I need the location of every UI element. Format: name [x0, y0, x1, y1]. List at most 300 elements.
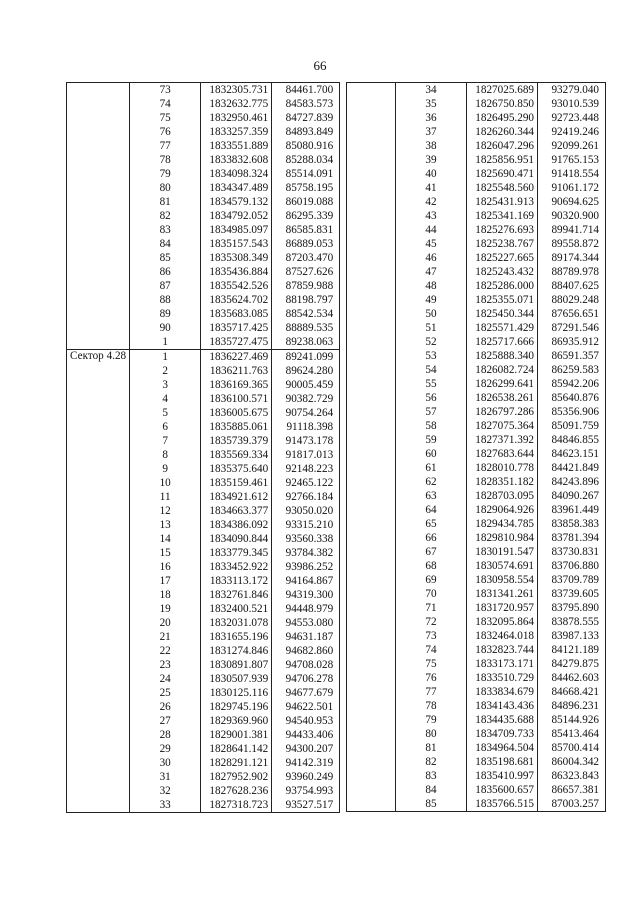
sector-cell [67, 686, 130, 700]
sector-cell [67, 518, 130, 532]
x-coordinate-cell: 1834386.092 [201, 518, 272, 532]
x-coordinate-cell: 1825450.344 [467, 307, 538, 321]
point-number-cell: 76 [130, 125, 201, 139]
y-coordinate-cell: 93279.040 [538, 83, 606, 98]
y-coordinate-cell: 94164.867 [272, 574, 340, 588]
x-coordinate-cell: 1830891.807 [201, 658, 272, 672]
sector-cell [347, 97, 396, 111]
x-coordinate-cell: 1831720.957 [467, 601, 538, 615]
point-number-cell: 20 [130, 616, 201, 630]
table-row [347, 433, 606, 447]
y-coordinate-cell: 84896.231 [538, 699, 606, 713]
table-row [67, 125, 340, 139]
point-number-cell: 19 [130, 602, 201, 616]
x-coordinate-cell: 1825355.071 [467, 293, 538, 307]
y-coordinate-cell: 84121.189 [538, 643, 606, 657]
y-coordinate-cell: 94622.501 [272, 700, 340, 714]
y-coordinate-cell: 91061.172 [538, 181, 606, 195]
sector-cell [67, 251, 130, 265]
point-number-cell: 80 [130, 181, 201, 195]
x-coordinate-cell: 1832464.018 [467, 629, 538, 643]
sector-cell [67, 153, 130, 167]
x-coordinate-cell: 1832095.864 [467, 615, 538, 629]
x-coordinate-cell: 1832761.846 [201, 588, 272, 602]
x-coordinate-cell: 1835766.515 [467, 797, 538, 812]
point-number-cell: 33 [130, 798, 201, 813]
x-coordinate-cell: 1826797.286 [467, 405, 538, 419]
x-coordinate-cell: 1834579.132 [201, 195, 272, 209]
sector-cell [67, 111, 130, 125]
y-coordinate-cell: 86591.357 [538, 349, 606, 363]
y-coordinate-cell: 85942.206 [538, 377, 606, 391]
sector-cell [347, 209, 396, 223]
point-number-cell: 34 [396, 83, 467, 98]
table-row [347, 293, 606, 307]
point-number-cell: 2 [130, 364, 201, 378]
table-row [67, 532, 340, 546]
point-number-cell: 64 [396, 503, 467, 517]
y-coordinate-cell: 84090.267 [538, 489, 606, 503]
table-row [347, 517, 606, 531]
x-coordinate-cell: 1834964.504 [467, 741, 538, 755]
x-coordinate-cell: 1825286.000 [467, 279, 538, 293]
table-row [67, 798, 340, 813]
table-row [347, 139, 606, 153]
table-row [347, 573, 606, 587]
y-coordinate-cell: 93315.210 [272, 518, 340, 532]
x-coordinate-cell: 1825888.340 [467, 349, 538, 363]
y-coordinate-cell: 84279.875 [538, 657, 606, 671]
table-row [67, 602, 340, 616]
x-coordinate-cell: 1835885.061 [201, 420, 272, 434]
x-coordinate-cell: 1835410.997 [467, 769, 538, 783]
sector-cell [347, 447, 396, 461]
table-row [347, 279, 606, 293]
point-number-cell: 69 [396, 573, 467, 587]
table-row [67, 560, 340, 574]
y-coordinate-cell: 88542.534 [272, 307, 340, 321]
point-number-cell: 78 [130, 153, 201, 167]
y-coordinate-cell: 83781.394 [538, 531, 606, 545]
table-row [347, 251, 606, 265]
table-row [347, 629, 606, 643]
y-coordinate-cell: 85640.876 [538, 391, 606, 405]
point-number-cell: 86 [130, 265, 201, 279]
sector-cell [347, 293, 396, 307]
point-number-cell: 68 [396, 559, 467, 573]
sector-cell [67, 293, 130, 307]
point-number-cell: 41 [396, 181, 467, 195]
sector-cell [347, 139, 396, 153]
sector-cell [347, 727, 396, 741]
x-coordinate-cell: 1826495.290 [467, 111, 538, 125]
x-coordinate-cell: 1827683.644 [467, 447, 538, 461]
table-row [347, 461, 606, 475]
table-row [347, 531, 606, 545]
table-row [67, 658, 340, 672]
table-row [347, 97, 606, 111]
sector-cell [67, 574, 130, 588]
point-number-cell: 73 [130, 83, 201, 98]
y-coordinate-cell: 91418.554 [538, 167, 606, 181]
y-coordinate-cell: 84421.849 [538, 461, 606, 475]
table-row [67, 195, 340, 209]
coordinates-table-left [66, 82, 340, 813]
sector-cell [347, 195, 396, 209]
point-number-cell: 79 [130, 167, 201, 181]
y-coordinate-cell: 84846.855 [538, 433, 606, 447]
point-number-cell: 83 [130, 223, 201, 237]
table-row [347, 587, 606, 601]
x-coordinate-cell: 1827952.902 [201, 770, 272, 784]
table-row [67, 406, 340, 420]
point-number-cell: 83 [396, 769, 467, 783]
y-coordinate-cell: 89558.872 [538, 237, 606, 251]
x-coordinate-cell: 1833779.345 [201, 546, 272, 560]
y-coordinate-cell: 83739.605 [538, 587, 606, 601]
point-number-cell: 90 [130, 321, 201, 335]
y-coordinate-cell: 94433.406 [272, 728, 340, 742]
table-row [67, 307, 340, 321]
point-number-cell: 50 [396, 307, 467, 321]
table-row [347, 545, 606, 559]
sector-cell [347, 559, 396, 573]
sector-cell [67, 209, 130, 223]
point-number-cell: 87 [130, 279, 201, 293]
table-row [347, 167, 606, 181]
table-row [67, 434, 340, 448]
table-row [67, 153, 340, 167]
x-coordinate-cell: 1825276.693 [467, 223, 538, 237]
point-number-cell: 60 [396, 447, 467, 461]
y-coordinate-cell: 83709.789 [538, 573, 606, 587]
sector-cell [347, 671, 396, 685]
table-row [347, 349, 606, 363]
y-coordinate-cell: 88029.248 [538, 293, 606, 307]
table-row [67, 111, 340, 125]
table-row [67, 293, 340, 307]
sector-cell [67, 714, 130, 728]
sector-cell [347, 629, 396, 643]
x-coordinate-cell: 1835375.640 [201, 462, 272, 476]
sector-cell [347, 797, 396, 812]
sector-cell [67, 602, 130, 616]
y-coordinate-cell: 94708.028 [272, 658, 340, 672]
y-coordinate-cell: 83878.555 [538, 615, 606, 629]
x-coordinate-cell: 1833452.922 [201, 560, 272, 574]
x-coordinate-cell: 1835683.085 [201, 307, 272, 321]
y-coordinate-cell: 86323.843 [538, 769, 606, 783]
x-coordinate-cell: 1830125.116 [201, 686, 272, 700]
y-coordinate-cell: 84893.849 [272, 125, 340, 139]
sector-cell [347, 265, 396, 279]
point-number-cell: 24 [130, 672, 201, 686]
y-coordinate-cell: 83961.449 [538, 503, 606, 517]
point-number-cell: 89 [130, 307, 201, 321]
point-number-cell: 74 [130, 97, 201, 111]
point-number-cell: 82 [130, 209, 201, 223]
x-coordinate-cell: 1835569.334 [201, 448, 272, 462]
sector-cell [347, 545, 396, 559]
x-coordinate-cell: 1832823.744 [467, 643, 538, 657]
sector-cell [67, 700, 130, 714]
y-coordinate-cell: 88789.978 [538, 265, 606, 279]
sector-cell [67, 560, 130, 574]
x-coordinate-cell: 1825243.432 [467, 265, 538, 279]
sector-cell [347, 657, 396, 671]
y-coordinate-cell: 90005.459 [272, 378, 340, 392]
sector-cell [67, 335, 130, 350]
point-number-cell: 4 [130, 392, 201, 406]
point-number-cell: 81 [396, 741, 467, 755]
table-row [347, 125, 606, 139]
point-number-cell: 70 [396, 587, 467, 601]
point-number-cell: 22 [130, 644, 201, 658]
x-coordinate-cell: 1833113.172 [201, 574, 272, 588]
y-coordinate-cell: 84668.421 [538, 685, 606, 699]
point-number-cell: 80 [396, 727, 467, 741]
point-number-cell: 23 [130, 658, 201, 672]
sector-cell [67, 588, 130, 602]
sector-cell [347, 741, 396, 755]
y-coordinate-cell: 83730.831 [538, 545, 606, 559]
y-coordinate-cell: 91473.178 [272, 434, 340, 448]
table-row [347, 321, 606, 335]
y-coordinate-cell: 92148.223 [272, 462, 340, 476]
table-row [67, 167, 340, 181]
point-number-cell: 84 [396, 783, 467, 797]
sector-cell [67, 448, 130, 462]
x-coordinate-cell: 1829001.381 [201, 728, 272, 742]
x-coordinate-cell: 1827318.723 [201, 798, 272, 813]
x-coordinate-cell: 1833832.608 [201, 153, 272, 167]
sector-cell [347, 377, 396, 391]
sector-cell [347, 573, 396, 587]
y-coordinate-cell: 93050.020 [272, 504, 340, 518]
y-coordinate-cell: 93960.249 [272, 770, 340, 784]
table-row [347, 713, 606, 727]
y-coordinate-cell: 87656.651 [538, 307, 606, 321]
point-number-cell: 18 [130, 588, 201, 602]
sector-cell [347, 237, 396, 251]
x-coordinate-cell: 1836211.763 [201, 364, 272, 378]
sector-cell [347, 601, 396, 615]
x-coordinate-cell: 1825238.767 [467, 237, 538, 251]
y-coordinate-cell: 84623.151 [538, 447, 606, 461]
point-number-cell: 16 [130, 560, 201, 574]
sector-cell [67, 658, 130, 672]
y-coordinate-cell: 92419.246 [538, 125, 606, 139]
sector-cell [67, 83, 130, 98]
sector-cell [67, 644, 130, 658]
point-number-cell: 45 [396, 237, 467, 251]
table-row [347, 475, 606, 489]
table-row [67, 490, 340, 504]
table-row [67, 462, 340, 476]
x-coordinate-cell: 1833834.679 [467, 685, 538, 699]
x-coordinate-cell: 1831274.846 [201, 644, 272, 658]
point-number-cell: 82 [396, 755, 467, 769]
y-coordinate-cell: 87003.257 [538, 797, 606, 812]
sector-cell [347, 363, 396, 377]
point-number-cell: 11 [130, 490, 201, 504]
y-coordinate-cell: 93010.539 [538, 97, 606, 111]
y-coordinate-cell: 92766.184 [272, 490, 340, 504]
x-coordinate-cell: 1826260.344 [467, 125, 538, 139]
table-row [347, 741, 606, 755]
point-number-cell: 56 [396, 391, 467, 405]
sector-cell [347, 587, 396, 601]
sector-cell [347, 713, 396, 727]
point-number-cell: 63 [396, 489, 467, 503]
sector-cell [67, 616, 130, 630]
y-coordinate-cell: 86259.583 [538, 363, 606, 377]
y-coordinate-cell: 93784.382 [272, 546, 340, 560]
point-number-cell: 1 [130, 335, 201, 350]
table-row [67, 672, 340, 686]
sector-cell [347, 391, 396, 405]
point-number-cell: 79 [396, 713, 467, 727]
sector-cell [347, 433, 396, 447]
sector-cell [347, 503, 396, 517]
x-coordinate-cell: 1826082.724 [467, 363, 538, 377]
sector-cell [67, 434, 130, 448]
y-coordinate-cell: 94553.080 [272, 616, 340, 630]
y-coordinate-cell: 90754.264 [272, 406, 340, 420]
point-number-cell: 17 [130, 574, 201, 588]
point-number-cell: 9 [130, 462, 201, 476]
sector-cell [347, 685, 396, 699]
table-row [67, 350, 340, 365]
y-coordinate-cell: 94631.187 [272, 630, 340, 644]
sector-cell [347, 489, 396, 503]
sector-cell [67, 770, 130, 784]
y-coordinate-cell: 85080.916 [272, 139, 340, 153]
table-row [347, 503, 606, 517]
x-coordinate-cell: 1833257.359 [201, 125, 272, 139]
sector-cell [67, 756, 130, 770]
point-number-cell: 6 [130, 420, 201, 434]
table-row [67, 770, 340, 784]
table-row [347, 489, 606, 503]
sector-cell [347, 307, 396, 321]
x-coordinate-cell: 1829434.785 [467, 517, 538, 531]
point-number-cell: 74 [396, 643, 467, 657]
x-coordinate-cell: 1830574.691 [467, 559, 538, 573]
y-coordinate-cell: 85356.906 [538, 405, 606, 419]
table-row [347, 685, 606, 699]
sector-cell [67, 672, 130, 686]
table-row [67, 448, 340, 462]
point-number-cell: 53 [396, 349, 467, 363]
table-row [67, 518, 340, 532]
table-row [347, 223, 606, 237]
sector-cell [347, 167, 396, 181]
table-row [347, 209, 606, 223]
y-coordinate-cell: 87859.988 [272, 279, 340, 293]
sector-cell [67, 546, 130, 560]
sector-cell [67, 378, 130, 392]
point-number-cell: 42 [396, 195, 467, 209]
table-row [67, 728, 340, 742]
table-row [347, 699, 606, 713]
x-coordinate-cell: 1835624.702 [201, 293, 272, 307]
sector-label: Сектор 4.28 [70, 350, 127, 362]
sector-cell [67, 350, 130, 365]
y-coordinate-cell: 90320.900 [538, 209, 606, 223]
y-coordinate-cell: 94540.953 [272, 714, 340, 728]
x-coordinate-cell: 1830958.554 [467, 573, 538, 587]
point-number-cell: 73 [396, 629, 467, 643]
sector-cell [347, 517, 396, 531]
point-number-cell: 30 [130, 756, 201, 770]
sector-cell [67, 167, 130, 181]
y-coordinate-cell: 89174.344 [538, 251, 606, 265]
point-number-cell: 67 [396, 545, 467, 559]
table-row [67, 378, 340, 392]
sector-cell [347, 769, 396, 783]
point-number-cell: 39 [396, 153, 467, 167]
y-coordinate-cell: 92099.261 [538, 139, 606, 153]
table-row [67, 784, 340, 798]
x-coordinate-cell: 1825431.913 [467, 195, 538, 209]
table-row [347, 419, 606, 433]
table-row [67, 139, 340, 153]
x-coordinate-cell: 1834792.052 [201, 209, 272, 223]
x-coordinate-cell: 1830191.547 [467, 545, 538, 559]
x-coordinate-cell: 1825227.665 [467, 251, 538, 265]
point-number-cell: 76 [396, 671, 467, 685]
point-number-cell: 59 [396, 433, 467, 447]
table-row [347, 153, 606, 167]
table-row [347, 559, 606, 573]
x-coordinate-cell: 1836169.365 [201, 378, 272, 392]
point-number-cell: 15 [130, 546, 201, 560]
y-coordinate-cell: 89624.280 [272, 364, 340, 378]
y-coordinate-cell: 93560.338 [272, 532, 340, 546]
y-coordinate-cell: 89238.063 [272, 335, 340, 350]
x-coordinate-cell: 1829810.984 [467, 531, 538, 545]
sector-cell [67, 307, 130, 321]
point-number-cell: 7 [130, 434, 201, 448]
sector-cell [347, 83, 396, 98]
table-row [347, 657, 606, 671]
x-coordinate-cell: 1833551.889 [201, 139, 272, 153]
y-coordinate-cell: 88889.535 [272, 321, 340, 335]
sector-cell [347, 181, 396, 195]
table-row [67, 588, 340, 602]
x-coordinate-cell: 1832632.775 [201, 97, 272, 111]
y-coordinate-cell: 94706.278 [272, 672, 340, 686]
x-coordinate-cell: 1828010.778 [467, 461, 538, 475]
x-coordinate-cell: 1826538.261 [467, 391, 538, 405]
y-coordinate-cell: 84462.603 [538, 671, 606, 685]
table-row [347, 643, 606, 657]
point-number-cell: 75 [130, 111, 201, 125]
point-number-cell: 26 [130, 700, 201, 714]
table-row [67, 392, 340, 406]
table-row [67, 420, 340, 434]
y-coordinate-cell: 88407.625 [538, 279, 606, 293]
point-number-cell: 55 [396, 377, 467, 391]
table-row [347, 83, 606, 98]
sector-cell [347, 111, 396, 125]
point-number-cell: 78 [396, 699, 467, 713]
y-coordinate-cell: 83706.880 [538, 559, 606, 573]
sector-cell [67, 728, 130, 742]
y-coordinate-cell: 92723.448 [538, 111, 606, 125]
x-coordinate-cell: 1825341.169 [467, 209, 538, 223]
